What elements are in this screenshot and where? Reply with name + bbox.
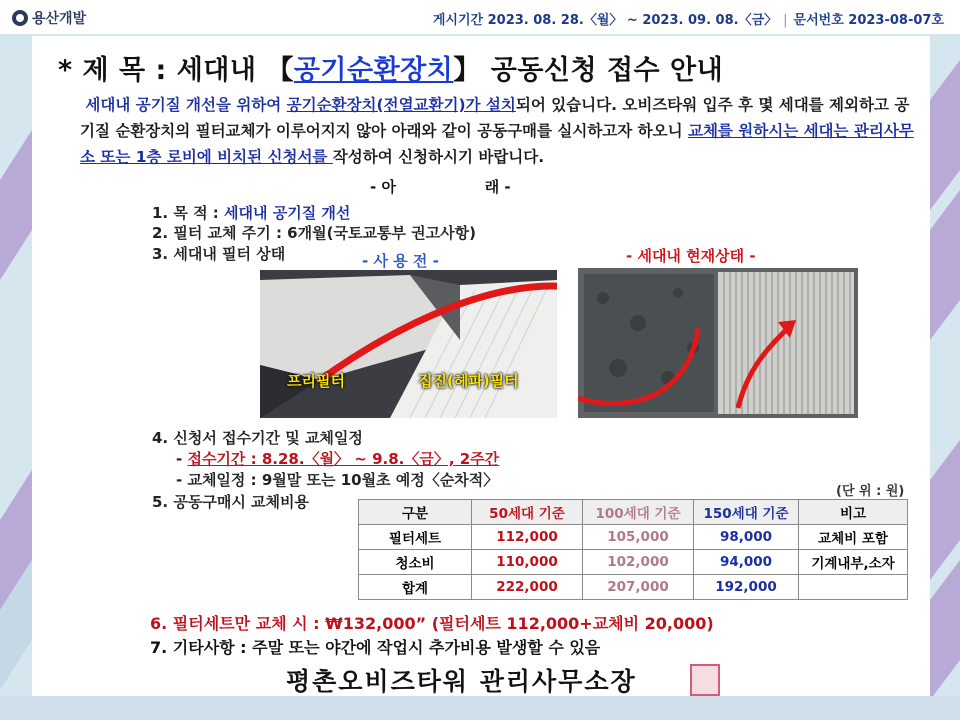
- cell-remarks: [799, 575, 908, 600]
- posting-info: [433, 9, 944, 28]
- label-prefilter: 프리필터: [287, 372, 345, 390]
- table-unit: (단 위 : 원): [836, 484, 905, 499]
- table-row: [359, 550, 908, 575]
- caption-current-state: - 세대내 현재상태 -: [626, 247, 756, 265]
- header-100: 100세대 기준: [583, 500, 694, 525]
- cell-100: 102,000: [583, 550, 694, 575]
- cell-remarks: 교체비 포함: [799, 525, 908, 550]
- header-150: 150세대 기준: [694, 500, 799, 525]
- section-mark: - 아 래 -: [370, 178, 511, 196]
- item-purpose: [152, 202, 350, 223]
- header-category: 구분: [359, 500, 472, 525]
- cell-50: 222,000: [472, 575, 583, 600]
- title-prefix: 제 목 : 세대내 【: [82, 55, 294, 86]
- dirty-filter-image: [578, 268, 858, 418]
- item-replacement-schedule: - 교체일정 : 9월말 또는 10월초 예정〈순차적〉: [176, 471, 499, 489]
- application-dash: -: [176, 450, 188, 468]
- intro-text-2: 되어 있습니다. 오비즈타워 입주 후 몇 세대를 제외하고 공기질 순환장치의 필터교체가 이루어지지 않아 아래와 같이 공동구매를 실시하고자 하오니: [80, 96, 910, 140]
- cell-100: 207,000: [583, 575, 694, 600]
- item-application-period: 4. 신청서 접수기간 및 교체일정: [152, 429, 363, 447]
- cell-150: 94,000: [694, 550, 799, 575]
- row-label: 합계: [359, 575, 472, 600]
- row-label: 청소비: [359, 550, 472, 575]
- company-logo: [12, 8, 86, 28]
- clean-filter-image: [260, 270, 557, 418]
- item-other-notes: 7. 기타사항 : 주말 또는 야간에 작업시 추가비용 발생할 수 있음: [150, 638, 601, 657]
- separator: |: [783, 13, 788, 28]
- item-purpose-label: 1. 목 적 :: [152, 204, 225, 222]
- office-signature: 평촌오비즈타워 관리사무소장: [286, 667, 637, 696]
- row-label: 필터세트: [359, 525, 472, 550]
- cell-remarks: 기계내부,소자: [799, 550, 908, 575]
- item-purpose-value: 세대내 공기질 개선: [224, 204, 351, 222]
- cell-150: 192,000: [694, 575, 799, 600]
- title-suffix: 】 공동신청 접수 안내: [453, 55, 724, 86]
- official-seal-stamp: [690, 664, 720, 696]
- intro-text-3: 작성하여 신청하시기 바랍니다.: [332, 148, 545, 166]
- cell-50: 112,000: [472, 525, 583, 550]
- intro-text-1: 세대내 공기질 개선을 위하여: [85, 96, 287, 114]
- clean-filter-photo: [260, 270, 557, 418]
- intro-highlight-1: 공기순환장치(전열교환기)가 설치: [286, 96, 516, 114]
- cell-150: 98,000: [694, 525, 799, 550]
- application-dates-text: 접수기간 : 8.28.〈월〉 ~ 9.8.〈금〉, 2주간: [187, 450, 500, 468]
- logo-text: 용산개발: [32, 11, 87, 27]
- item-filter-status: 3. 세대내 필터 상태: [152, 245, 286, 263]
- label-hepa-filter: 집진(헤파)필터: [418, 372, 519, 390]
- item-filter-only: 6. 필터세트만 교체 시 : ₩132,000” (필터세트 112,000+교체비 20,000): [150, 614, 714, 633]
- logo-icon: [12, 10, 28, 26]
- title-bullet: *: [58, 55, 73, 86]
- document-number: 문서번호 2023-08-07호: [793, 13, 944, 28]
- item-application-dates: [176, 448, 499, 469]
- cost-table: [358, 499, 908, 600]
- caption-before-use: - 사 용 전 -: [362, 252, 439, 270]
- cell-50: 110,000: [472, 550, 583, 575]
- intro-highlight-2: 교체를 원하시는 세대는 관리사무소 또는 1층 로비에 비치된 신청서를: [80, 122, 914, 166]
- header-remarks: 비고: [799, 500, 908, 525]
- dirty-filter-photo: [578, 268, 858, 418]
- notice-title: [58, 48, 723, 87]
- header-50: 50세대 기준: [472, 500, 583, 525]
- cell-100: 105,000: [583, 525, 694, 550]
- title-highlight: 공기순환장치: [293, 55, 454, 86]
- item-cost: 5. 공동구매시 교체비용: [152, 493, 309, 511]
- header-bar: [0, 0, 960, 34]
- table-row: [359, 525, 908, 550]
- item-replacement-cycle: 2. 필터 교체 주기 : 6개월(국토교통부 권고사항): [152, 224, 476, 242]
- table-row: [359, 575, 908, 600]
- table-header-row: [359, 500, 908, 525]
- intro-paragraph: [80, 92, 920, 170]
- posting-period: 게시기간 2023. 08. 28.〈월〉 ~ 2023. 09. 08.〈금〉: [432, 13, 778, 28]
